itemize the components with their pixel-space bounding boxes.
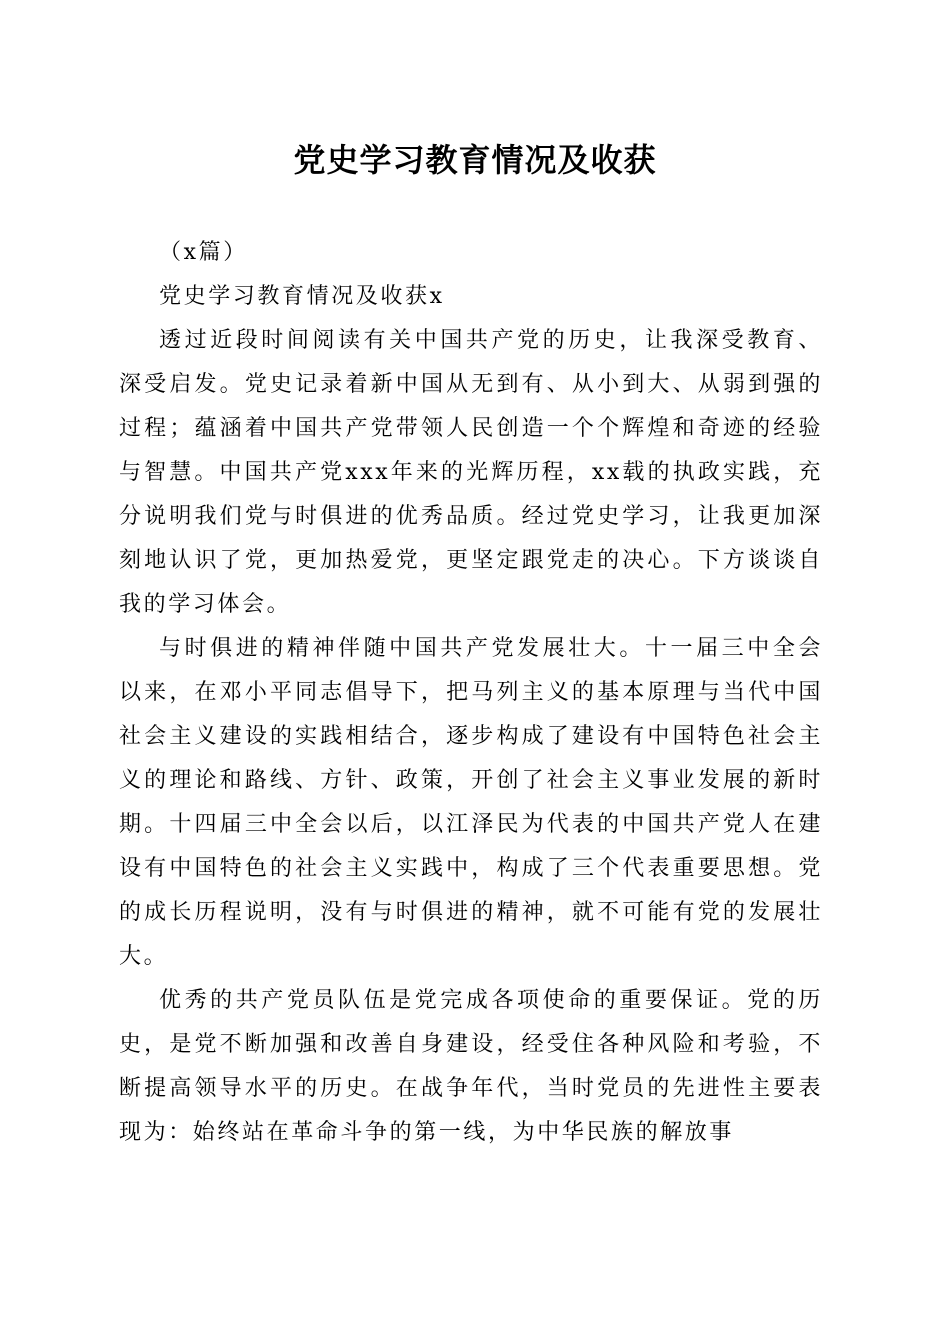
paragraph: 与时俱进的精神伴随中国共产党发展壮大。十一届三中全会以来，在邓小平同志倡导下，把马列主义的基本原理与当代中国社会主义建设的实践相结合，逐步构成了建设有中国特色社会主义的理论和路线、方针、政策，开创了社会主义事业发展的新时期。十四届三中全会以后，以江泽民为代表的中国共产党人在建设有中国特色的社会主义实践中，构成了三个代表重要思想。党的成长历程说明，没有与时俱进的精神，就不可能有党的发展壮大。 (119, 636, 823, 969)
paragraph: 透过近段时间阅读有关中国共产党的历史，让我深受教育、深受启发。党史记录着新中国从无到有、从小到大、从弱到强的过程；蕴涵着中国共产党带领人民创造一个个辉煌和奇迹的经验与智慧。中国共产党xxx年来的光辉历程，xx载的执政实践，充分说明我们党与时俱进的优秀品质。经过党史学习，让我更加深刻地认识了党，更加热爱党，更坚定跟党走的决心。下方谈谈自我的学习体会。 (119, 328, 823, 617)
paragraph-subtitle: 党史学习教育情况及收获x (159, 284, 445, 309)
document-body (119, 231, 823, 1155)
document-title: 党史学习教育情况及收获 (293, 141, 657, 179)
paragraph-chapter-label: （x篇） (159, 240, 248, 265)
paragraph: 优秀的共产党员队伍是党完成各项使命的重要保证。党的历史，是党不断加强和改善自身建设，经受住各种风险和考验，不断提高领导水平的历史。在战争年代，当时党员的先进性主要表现为：始终站在革命斗争的第一线，为中华民族的解放事 (119, 988, 823, 1145)
